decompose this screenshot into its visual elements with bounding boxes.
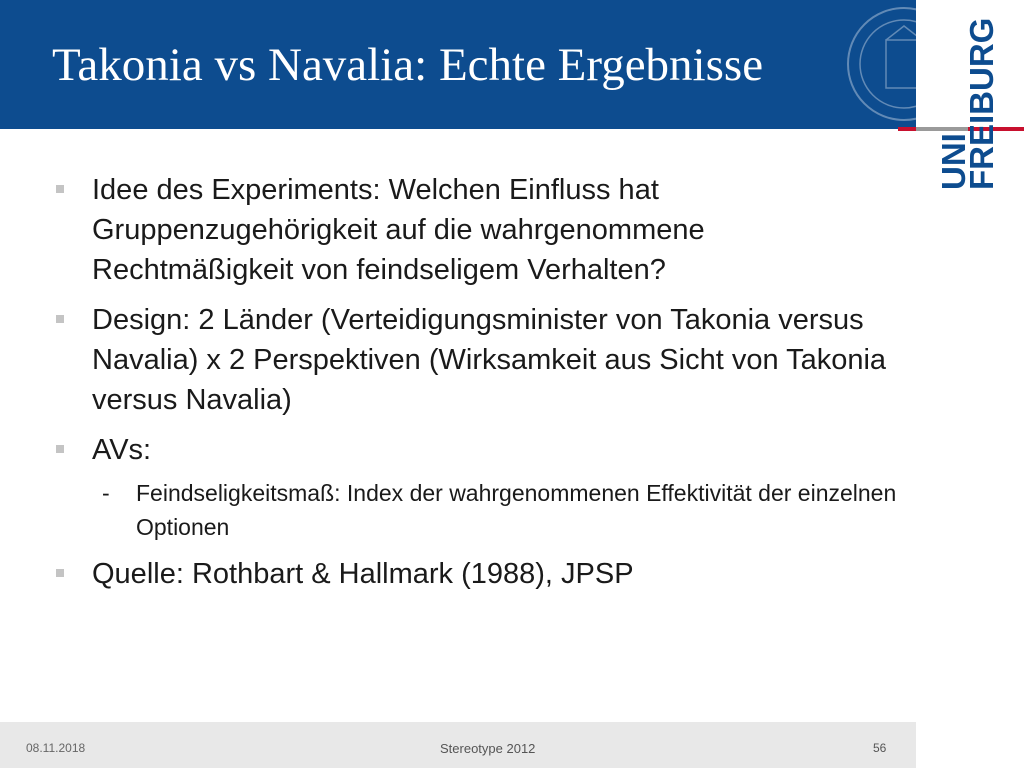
bullet-text: Idee des Experiments: Welchen Einfluss hat Gruppenzugehörigkeit auf die wahrgenommene Rechtmäßigkeit von feindseligem Verhalten? [92, 174, 705, 286]
footer-course-title: Stereotype 2012 [440, 741, 536, 756]
university-seal-icon [842, 0, 916, 129]
slide-title: Takonia vs Navalia: Echte Ergebnisse [52, 39, 764, 91]
university-logo [935, 17, 1000, 190]
bullet-marker [56, 185, 64, 193]
bullet-item [52, 170, 912, 290]
bullet-marker [56, 569, 64, 577]
bullet-marker [56, 315, 64, 323]
logo-line-uni: UNI [935, 133, 972, 190]
slide-content [52, 170, 912, 604]
sub-bullet-item [52, 476, 912, 544]
page-number: 56 [873, 741, 887, 755]
bullet-marker [56, 445, 64, 453]
logo-line-freiburg: FREIBURG [963, 17, 1000, 190]
footer-date: 08.11.2018 [26, 741, 86, 755]
bullet-item [52, 300, 912, 420]
bullet-item [52, 430, 912, 470]
logo-accent [898, 127, 916, 131]
bullet-item [52, 554, 912, 594]
sub-bullet-text: Feindseligkeitsmaß: Index der wahrgenommenen Effektivität der einzelnen Optionen [136, 480, 897, 540]
source-text: Quelle: Rothbart & Hallmark (1988), JPSP [92, 558, 634, 590]
bullet-text: Design: 2 Länder (Verteidigungsminister von Takonia versus Navalia) x 2 Perspektiven (Wirksamkeit aus Sicht von Takonia versus Navalia) [92, 304, 887, 416]
bullet-text: AVs: [92, 434, 152, 466]
sub-bullet-marker: - [102, 480, 110, 506]
